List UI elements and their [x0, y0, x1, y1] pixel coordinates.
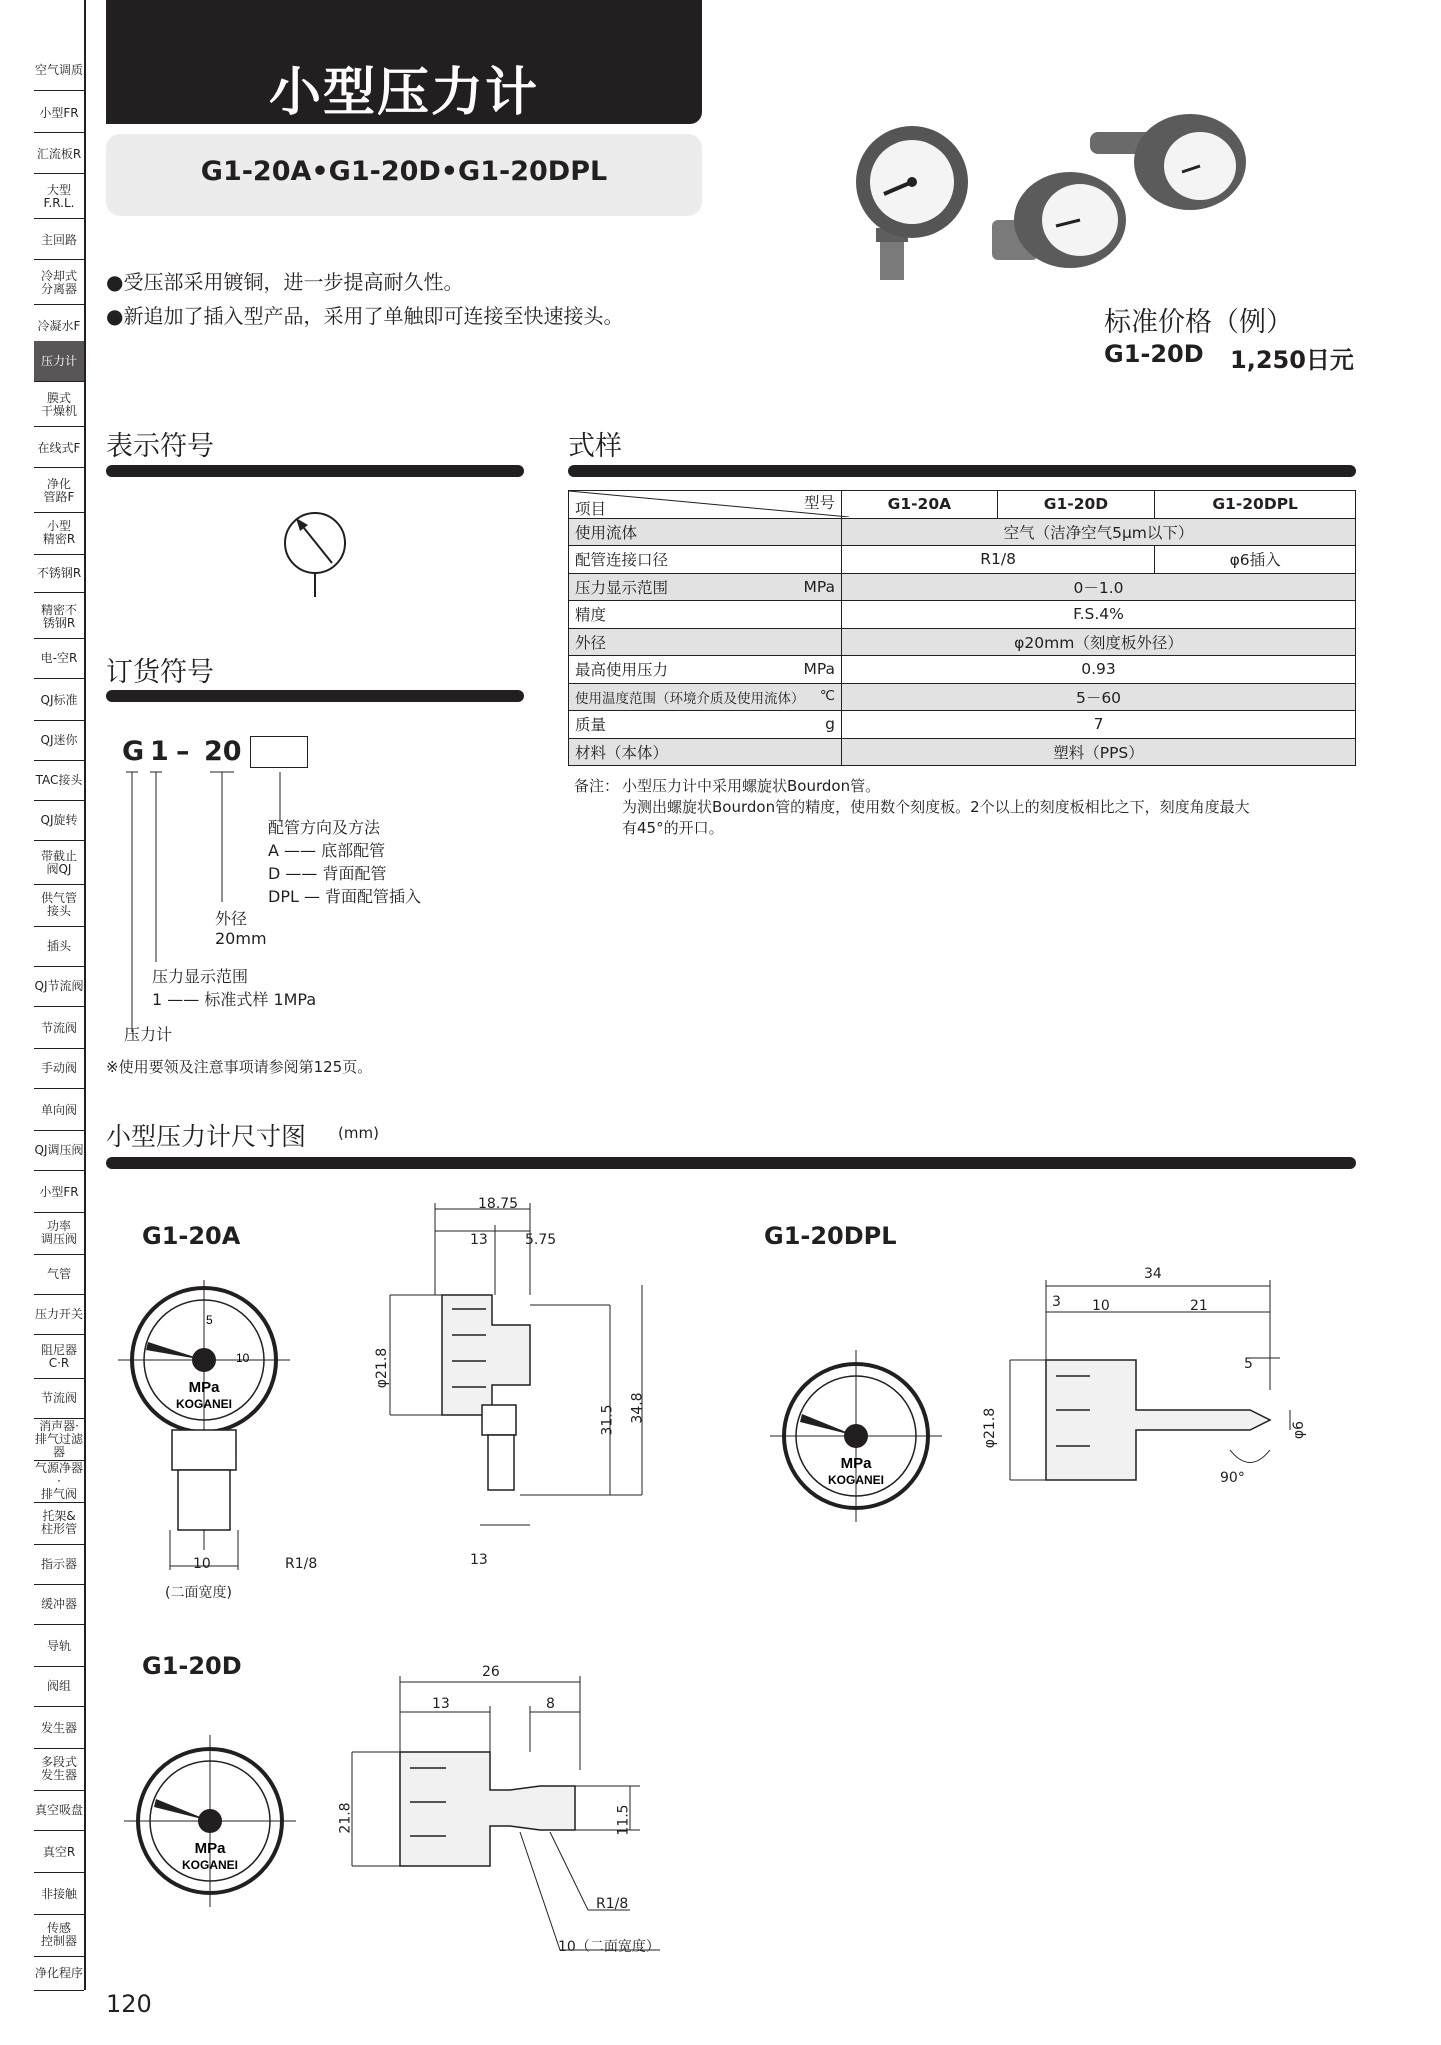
sidebar-item[interactable]: 冷凝水F: [34, 307, 84, 346]
gauge-photo-a: [856, 126, 968, 280]
g1-20d-dim-width: 10（二面宽度）: [558, 1939, 660, 1955]
spec-row: [569, 683, 1356, 711]
g1-20dpl-dim-dia: φ21.8: [982, 1407, 999, 1449]
diameter-value: 20mm: [215, 929, 267, 948]
g1-20a-dim-10: 10: [193, 1556, 211, 1572]
g1-20dpl-front-view: [770, 1350, 950, 1530]
gauge-brand-text: KOGANEI: [827, 1473, 885, 1487]
dimension-section-rule: [106, 1157, 1356, 1169]
gauge-photo-d: [992, 172, 1126, 268]
direction-option-d: D —— 背面配管: [268, 864, 387, 883]
gauge-tick-10: 10: [236, 1351, 250, 1365]
sidebar-item[interactable]: 气源净器· 排气阀: [34, 1460, 84, 1503]
g1-20d-dim-26: 26: [482, 1664, 500, 1680]
spec-row-value: 5－60: [842, 683, 1356, 711]
spec-row-label-cell: [569, 711, 842, 739]
sidebar-item[interactable]: 供气管 接头: [34, 884, 84, 927]
spec-section-rule: [568, 465, 1356, 477]
gauge-symbol: [270, 505, 360, 605]
sidebar-item[interactable]: 在线式F: [34, 429, 84, 468]
sidebar-item[interactable]: 真空吸盘: [34, 1790, 84, 1831]
direction-option-a: A —— 底部配管: [268, 841, 386, 860]
spec-row: [569, 711, 1356, 739]
sidebar-item[interactable]: 膜式 干燥机: [34, 384, 84, 427]
spec-row-label-cell: [569, 683, 842, 711]
g1-20a-dim-width-note: (二面宽度): [165, 1585, 232, 1601]
g1-20a-side-view: [370, 1195, 670, 1565]
dimension-section-title: 小型压力计尺寸图: [106, 1122, 307, 1151]
model-subtitle: G1-20A•G1-20D•G1-20DPL: [200, 156, 608, 187]
sidebar-item[interactable]: QJ迷你: [34, 720, 84, 761]
g1-20dpl-side-view: [980, 1260, 1320, 1520]
sidebar-item[interactable]: 发生器: [34, 1708, 84, 1749]
sidebar-item[interactable]: 压力开关: [34, 1294, 84, 1335]
g1-20dpl-dim-3: 3: [1052, 1294, 1061, 1310]
sidebar-item[interactable]: 节流阀: [34, 1008, 84, 1049]
dimension-unit: (mm): [338, 1124, 379, 1142]
gauge-brand-text: KOGANEI: [175, 1397, 233, 1411]
page-number: 120: [106, 1990, 152, 2018]
spec-header-corner: [569, 491, 842, 519]
sidebar-item[interactable]: 功率 调压阀: [34, 1212, 84, 1255]
spec-row-label: 精度: [569, 601, 842, 629]
order-section-title: 订货符号: [106, 657, 214, 688]
sidebar-item[interactable]: 单向阀: [34, 1090, 84, 1131]
sidebar-item[interactable]: QJ标准: [34, 680, 84, 721]
sidebar-item[interactable]: 小型 精密R: [34, 512, 84, 555]
g1-20a-dim-31-5: 31.5: [599, 1404, 616, 1436]
spec-row-value: 0.93: [842, 656, 1356, 684]
g1-20d-dim-11-5: 11.5: [615, 1804, 632, 1836]
sidebar-item[interactable]: 空气调质: [34, 50, 84, 91]
g1-20a-dim-18-75: 18.75: [478, 1196, 519, 1212]
sidebar-item[interactable]: 消声器· 排气过滤器: [34, 1418, 84, 1461]
g1-20dpl-dim-34: 34: [1144, 1266, 1162, 1282]
spec-row-label: 使用温度范围（环境介质及使用流体）: [575, 690, 805, 707]
spec-model-col-a: G1-20A: [842, 491, 998, 519]
sidebar-item[interactable]: TAC接头: [34, 760, 84, 801]
sidebar-item[interactable]: QJ节流阀: [34, 966, 84, 1007]
spec-row-label: 压力显示范围: [575, 578, 669, 597]
g1-20d-dim-21-8: 21.8: [337, 1802, 354, 1834]
spec-row-value: R1/8: [842, 546, 1155, 574]
sidebar-item[interactable]: 带截止 阀QJ: [34, 842, 84, 885]
range-value: 1 —— 标准式样 1MPa: [152, 990, 317, 1009]
sidebar-item[interactable]: 节流阀: [34, 1378, 84, 1419]
sidebar-item[interactable]: 指示器: [34, 1544, 84, 1585]
g1-20a-front-view: [118, 1280, 318, 1580]
g1-20dpl-dim-angle: 90°: [1220, 1470, 1245, 1486]
sidebar-item[interactable]: 主回路: [34, 221, 84, 260]
price-title: 标准价格（例）: [1104, 307, 1293, 338]
spec-row-value: 塑料（PPS）: [842, 738, 1356, 766]
label-g1-20a: G1-20A: [142, 1222, 241, 1250]
spec-row-label: 外径: [569, 628, 842, 656]
order-code-1: 1: [150, 736, 169, 767]
spec-note-1: 小型压力计中采用螺旋状Bourdon管。: [622, 777, 881, 795]
label-g1-20dpl: G1-20DPL: [764, 1222, 897, 1250]
spec-row-label-cell: [569, 573, 842, 601]
spec-row: [569, 573, 1356, 601]
sidebar-item[interactable]: QJ调压阀: [34, 1130, 84, 1171]
g1-20dpl-dim-21: 21: [1190, 1298, 1208, 1314]
sidebar-item[interactable]: 导轨: [34, 1626, 84, 1667]
g1-20d-dim-8: 8: [546, 1696, 555, 1712]
spec-row: [569, 601, 1356, 629]
g1-20a-dim-13-bottom: 13: [470, 1552, 488, 1568]
sidebar-item[interactable]: 托架& 柱形管: [34, 1502, 84, 1545]
spec-row-label: 质量: [575, 716, 607, 735]
spec-table: [568, 490, 1356, 766]
spec-header-item: 项目: [575, 500, 607, 518]
label-g1-20d: G1-20D: [142, 1652, 242, 1680]
sidebar-item[interactable]: 电-空R: [34, 638, 84, 679]
sidebar-item[interactable]: 小型FR: [34, 94, 84, 133]
diameter-title: 外径: [215, 909, 248, 928]
spec-row-label-cell: [569, 656, 842, 684]
sidebar-item[interactable]: 插头: [34, 926, 84, 967]
spec-row-label: 最高使用压力: [575, 661, 669, 680]
direction-title: 配管方向及方法: [268, 818, 381, 837]
direction-option-dpl: DPL — 背面配管插入: [268, 887, 422, 906]
spec-note-prefix: 备注：: [574, 777, 620, 795]
spec-row-label: 使用流体: [569, 518, 842, 546]
sidebar-item[interactable]: 阀组: [34, 1666, 84, 1707]
spec-row: [569, 738, 1356, 766]
spec-row-unit: ℃: [819, 687, 835, 704]
g1-20a-dim-13: 13: [470, 1232, 488, 1248]
category-sidebar: [34, 0, 86, 1990]
sidebar-item[interactable]: 净化程序: [34, 1956, 84, 1991]
feature-line-1: ●受压部采用镀铜，进一步提高耐久性。: [106, 270, 464, 294]
g1-20dpl-dim-5: 5: [1244, 1356, 1253, 1372]
spec-row-unit: g: [825, 715, 835, 733]
g1-20a-dim-dia: φ21.8: [374, 1347, 391, 1389]
order-code-blank-box: [250, 736, 308, 768]
spec-note-2: 为测出螺旋状Bourdon管的精度，使用数个刻度板。2个以上的刻度板相比之下，刻度角度最大: [622, 798, 1250, 816]
gauge-unit-text: MPa: [188, 1379, 220, 1396]
sidebar-item[interactable]: 气管: [34, 1254, 84, 1295]
gauge-brand-text: KOGANEI: [181, 1858, 239, 1872]
page-title: 小型压力计: [268, 63, 539, 123]
spec-row: [569, 628, 1356, 656]
usage-note: ※使用要领及注意事项请参阅第125页。: [106, 1058, 373, 1076]
sidebar-item[interactable]: 缓冲器: [34, 1584, 84, 1625]
spec-row-value: 0－1.0: [842, 573, 1356, 601]
g1-20d-front-view: [124, 1735, 304, 1915]
spec-row-value: F.S.4%: [842, 601, 1356, 629]
order-code-20: 20: [204, 736, 242, 767]
sidebar-item[interactable]: 多段式 发生器: [34, 1748, 84, 1791]
g1-20a-dim-5-75: 5.75: [525, 1232, 557, 1248]
spec-header-model: 型号: [803, 494, 835, 512]
sidebar-item[interactable]: 手动阀: [34, 1048, 84, 1089]
gauge-label: 压力计: [124, 1025, 173, 1044]
sidebar-item[interactable]: 净化 管路F: [34, 470, 84, 513]
symbol-section-rule: [106, 465, 524, 477]
spec-row-value: φ20mm（刻度板外径）: [842, 628, 1356, 656]
spec-row: [569, 546, 1356, 574]
sidebar-item[interactable]: 真空R: [34, 1832, 84, 1873]
spec-section-title: 式样: [568, 431, 622, 462]
symbol-section-title: 表示符号: [106, 431, 214, 462]
spec-row: [569, 656, 1356, 684]
price-model: G1-20D: [1104, 340, 1204, 368]
g1-20a-dim-34-8: 34.8: [629, 1392, 646, 1424]
spec-row: [569, 518, 1356, 546]
gauge-unit-text: MPa: [194, 1840, 226, 1857]
sidebar-item[interactable]: QJ旋转: [34, 800, 84, 841]
sidebar-item[interactable]: 小型FR: [34, 1172, 84, 1213]
gauge-unit-text: MPa: [840, 1455, 872, 1472]
spec-row-unit: MPa: [803, 577, 835, 596]
spec-row-label: 材料（本体）: [569, 738, 842, 766]
sidebar-item[interactable]: 大型 F.R.L.: [34, 176, 84, 219]
sidebar-item[interactable]: 非接触: [34, 1874, 84, 1915]
g1-20d-dim-thread: R1/8: [596, 1896, 629, 1912]
spec-row-value-dpl: φ6插入: [1155, 546, 1356, 574]
gauge-tick-5: 5: [206, 1313, 213, 1327]
g1-20d-dim-13: 13: [432, 1696, 450, 1712]
sidebar-item[interactable]: 冷却式 分离器: [34, 262, 84, 305]
spec-row-value: 7: [842, 711, 1356, 739]
feature-line-2: ●新追加了插入型产品，采用了单触即可连接至快速接头。: [106, 304, 624, 328]
spec-row-unit: MPa: [803, 660, 835, 678]
g1-20a-dim-thread: R1/8: [285, 1556, 318, 1572]
spec-model-col-d: G1-20D: [997, 491, 1155, 519]
sidebar-item[interactable]: 不锈钢R: [34, 554, 84, 593]
spec-header-row: [569, 491, 1356, 519]
g1-20dpl-dim-10: 10: [1092, 1298, 1110, 1314]
sidebar-item[interactable]: 汇流板R: [34, 135, 84, 174]
order-section-rule: [106, 690, 524, 702]
product-photo: [840, 110, 1260, 310]
order-code-dash: –: [176, 736, 190, 767]
sidebar-item[interactable]: 传感 控制器: [34, 1914, 84, 1957]
spec-model-col-dpl: G1-20DPL: [1155, 491, 1356, 519]
sidebar-item[interactable]: 精密不 锈钢R: [34, 596, 84, 639]
spec-row-label: 配管连接口径: [569, 546, 842, 574]
spec-row-value: 空气（洁净空气5μm以下）: [842, 518, 1356, 546]
price-amount: 1,250日元: [1230, 346, 1354, 374]
order-code-g: G: [122, 736, 145, 767]
sidebar-item[interactable]: 阻尼器 C·R: [34, 1336, 84, 1379]
g1-20dpl-dim-6: φ6: [1291, 1420, 1308, 1440]
range-title: 压力显示范围: [152, 967, 249, 986]
sidebar-item[interactable]: 压力计: [34, 341, 84, 382]
spec-note-3: 有45°的开口。: [622, 819, 724, 837]
